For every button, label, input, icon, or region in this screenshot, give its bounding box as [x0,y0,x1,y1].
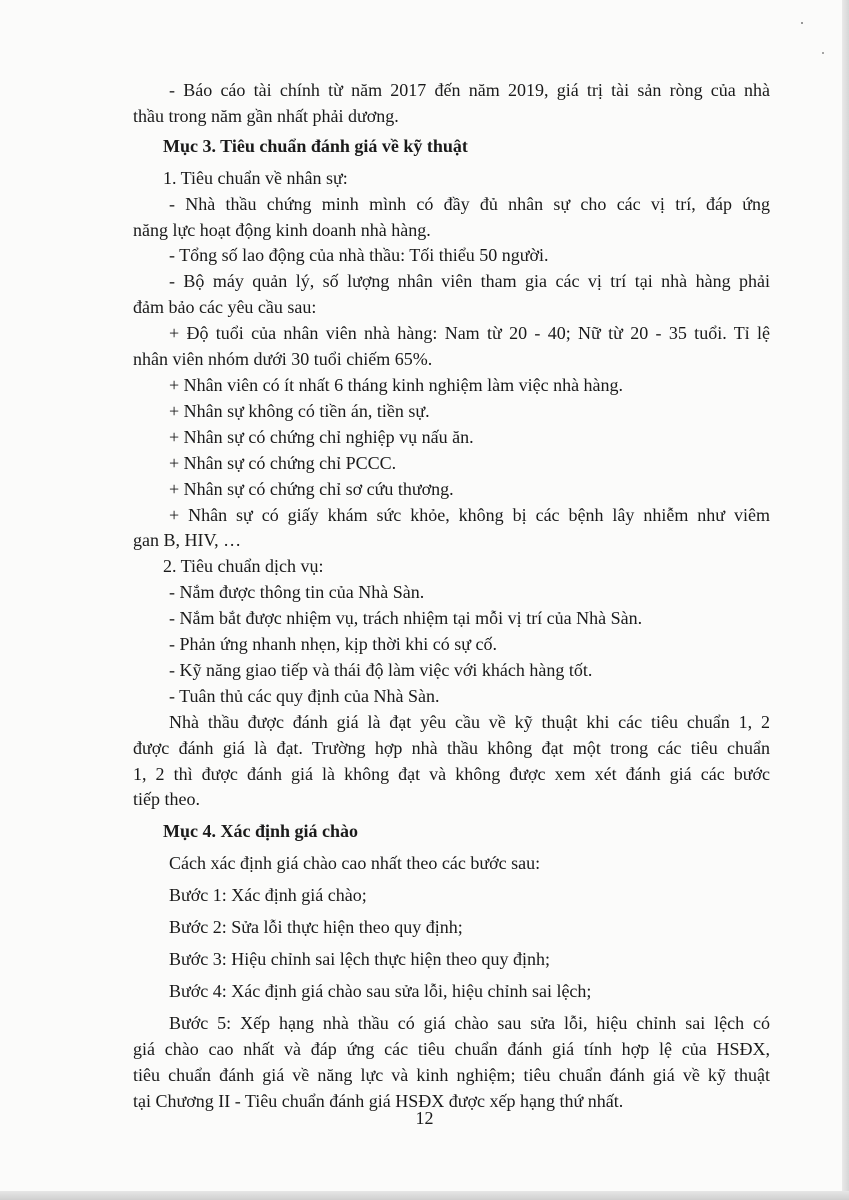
text-line: - Bộ máy quản lý, số lượng nhân viên tham gia các vị trí tại nhà hàng phải [169,271,770,292]
list-item: + Nhân sự có chứng chỉ sơ cứu thương. [169,478,454,499]
text-line: - Nhà thầu chứng minh mình có đầy đủ nhân sự cho các vị trí, đáp ứng [169,193,770,214]
step-item: Bước 1: Xác định giá chào; [169,885,367,906]
text-line: 1, 2 thì được đánh giá là không đạt và không được xem xét đánh giá các bước [133,763,770,784]
page-edge-shadow [842,0,849,1200]
text-line: + Độ tuổi của nhân viên nhà hàng: Nam từ 20 - 40; Nữ từ 20 - 35 tuổi. Tỉ lệ [169,323,770,344]
list-item: + Nhân viên có ít nhất 6 tháng kinh nghiệm làm việc nhà hàng. [169,374,624,395]
page-number: 12 [415,1108,434,1128]
list-item: - Nắm bắt được nhiệm vụ, trách nhiệm tại mỗi vị trí của Nhà Sàn. [169,608,643,629]
list-item: + Nhân sự có chứng chỉ PCCC. [169,452,397,473]
text-line: + Nhân sự có giấy khám sức khỏe, không bị các bệnh lây nhiễm như viêm [169,504,770,525]
page-edge-shadow [0,1191,849,1200]
text-line: giá chào cao nhất và đáp ứng các tiêu chuẩn đánh giá tính hợp lệ của HSĐX, [133,1038,770,1059]
subsection-title: 2. Tiêu chuẩn dịch vụ: [163,556,324,577]
text-line: tại Chương II - Tiêu chuẩn đánh giá HSĐX được xếp hạng thứ nhất. [133,1090,624,1111]
page-body [133,78,770,1114]
scan-speck [801,22,803,24]
subsection-title: 1. Tiêu chuẩn về nhân sự: [163,167,348,188]
text-line: Nhà thầu được đánh giá là đạt yêu cầu về kỹ thuật khi các tiêu chuẩn 1, 2 [169,711,770,732]
text-line: tiêu chuẩn đánh giá về năng lực và kinh nghiệm; tiêu chuẩn đánh giá về kỹ thuật [133,1064,770,1085]
text-line: Cách xác định giá chào cao nhất theo các bước sau: [169,853,541,874]
text-line: gan B, HIV, … [133,530,242,551]
list-item: - Tuân thủ các quy định của Nhà Sàn. [169,685,440,706]
scan-speck [822,52,824,54]
step-item: Bước 3: Hiệu chỉnh sai lệch thực hiện theo quy định; [169,949,550,969]
text-line: tiếp theo. [133,789,200,810]
section-heading-4: Mục 4. Xác định giá chào [163,821,359,842]
text-line: - Báo cáo tài chính từ năm 2017 đến năm 2019, giá trị tài sản ròng của nhà [169,80,770,100]
text-line: thầu trong năm gần nhất phải dương. [133,105,399,126]
text-line: - Tổng số lao động của nhà thầu: Tối thiểu 50 người. [169,245,549,266]
text-line: đảm bảo các yêu cầu sau: [133,297,317,318]
step-item: Bước 4: Xác định giá chào sau sửa lỗi, hiệu chỉnh sai lệch; [169,980,592,1001]
list-item: + Nhân sự không có tiền án, tiền sự. [169,400,430,421]
list-item: - Nắm được thông tin của Nhà Sàn. [169,582,425,603]
text-line: nhân viên nhóm dưới 30 tuổi chiếm 65%. [133,349,433,370]
list-item: - Kỹ năng giao tiếp và thái độ làm việc với khách hàng tốt. [169,659,593,680]
text-line: năng lực hoạt động kinh doanh nhà hàng. [133,219,431,240]
text-line: được đánh giá là đạt. Trường hợp nhà thầu không đạt một trong các tiêu chuẩn [133,737,770,758]
section-heading-3: Mục 3. Tiêu chuẩn đánh giá về kỹ thuật [163,135,468,156]
step-item: Bước 2: Sửa lỗi thực hiện theo quy định; [169,917,463,938]
step-item: Bước 5: Xếp hạng nhà thầu có giá chào sau sửa lỗi, hiệu chỉnh sai lệch có [169,1012,770,1033]
list-item: + Nhân sự có chứng chỉ nghiệp vụ nấu ăn. [169,426,474,447]
list-item: - Phản ứng nhanh nhẹn, kịp thời khi có sự cố. [169,634,497,655]
